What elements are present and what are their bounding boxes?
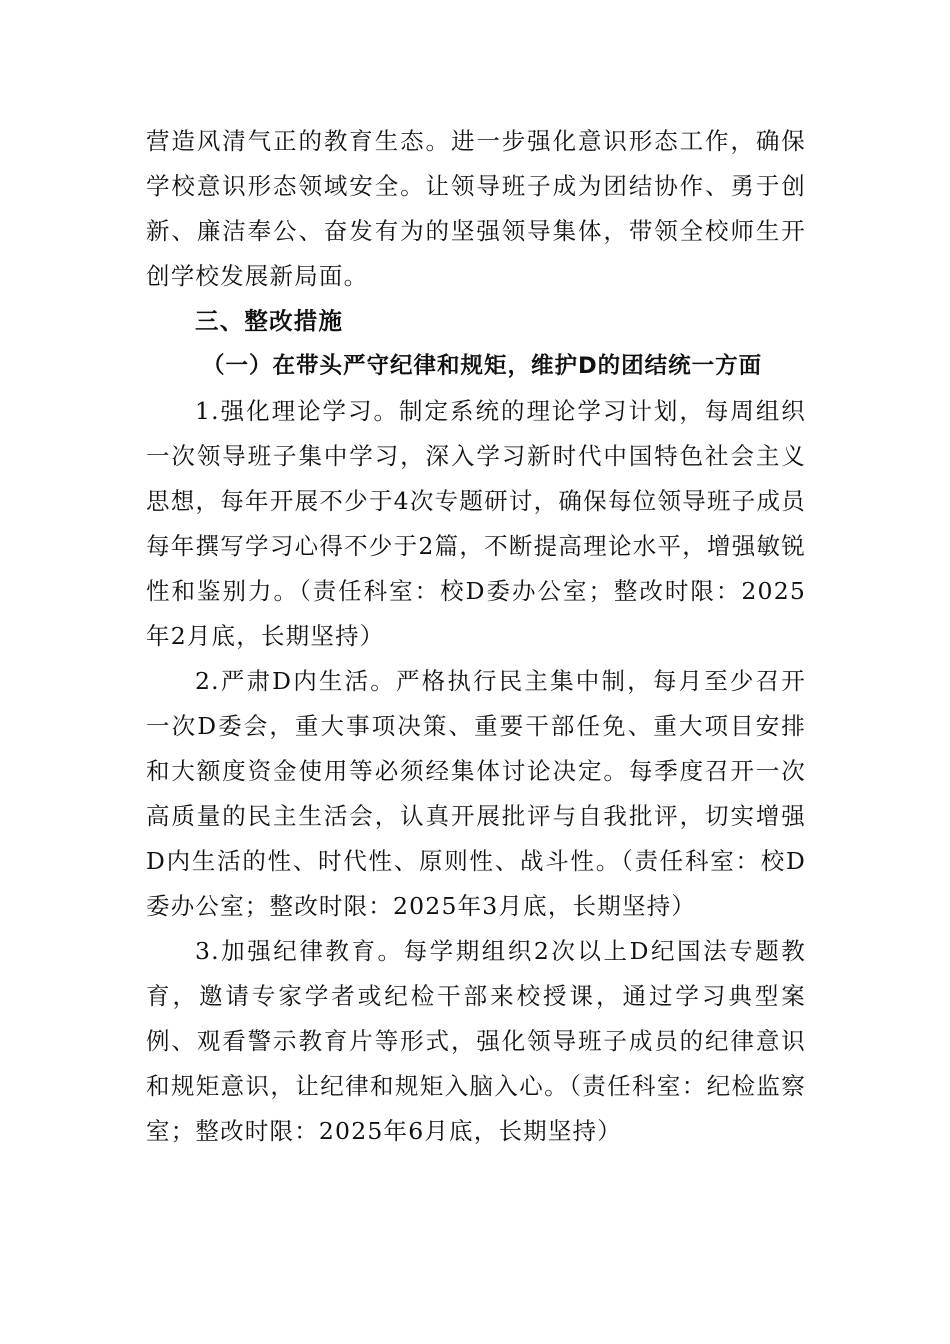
subsection-heading: （一）在带头严守纪律和规矩，维护D的团结统一方面 bbox=[202, 353, 763, 379]
measure-item-2: 2.严肃D内生活。严格执行民主集中制，每月至少召开一次D委会，重大事项决策、重要干部任免、重大项目安排和大额度资金使用等必须经集体讨论决定。每季度召开一次高质量的民主生活会，认真开展批评与自我批评，切实增强D内生活的性、时代性、原则性、战斗性。（责任科室：校D委办公室；整改时限：2025年3月底，长期坚持） bbox=[146, 667, 806, 920]
measure-item-3: 3.加强纪律教育。每学期组织2次以上D纪国法专题教育，邀请专家学者或纪检干部来校授课，通过学习典型案例、观看警示教育片等形式，强化领导班子成员的纪律意识和规矩意识，让纪律和规矩入脑入心。（责任科室：纪检监察室；整改时限：2025年6月底，长期坚持） bbox=[146, 937, 806, 1145]
section-heading: 三、整改措施 bbox=[195, 307, 344, 335]
measure-item-1: 1.强化理论学习。制定系统的理论学习计划，每周组织一次领导班子集中学习，深入学习新时代中国特色社会主义思想，每年开展不少于4次专题研讨，确保每位领导班子成员每年撰写学习心得不少于2篇，不断提高理论水平，增强敏锐性和鉴别力。（责任科室：校D委办公室；整改时限：2025年2月底，长期坚持） bbox=[146, 397, 806, 650]
intro-paragraph: 营造风清气正的教育生态。进一步强化意识形态工作，确保学校意识形态领域安全。让领导班子成为团结协作、勇于创新、廉洁奉公、奋发有为的坚强领导集体，带领全校师生开创学校发展新局面。 bbox=[146, 127, 806, 290]
document-body bbox=[146, 119, 806, 1154]
